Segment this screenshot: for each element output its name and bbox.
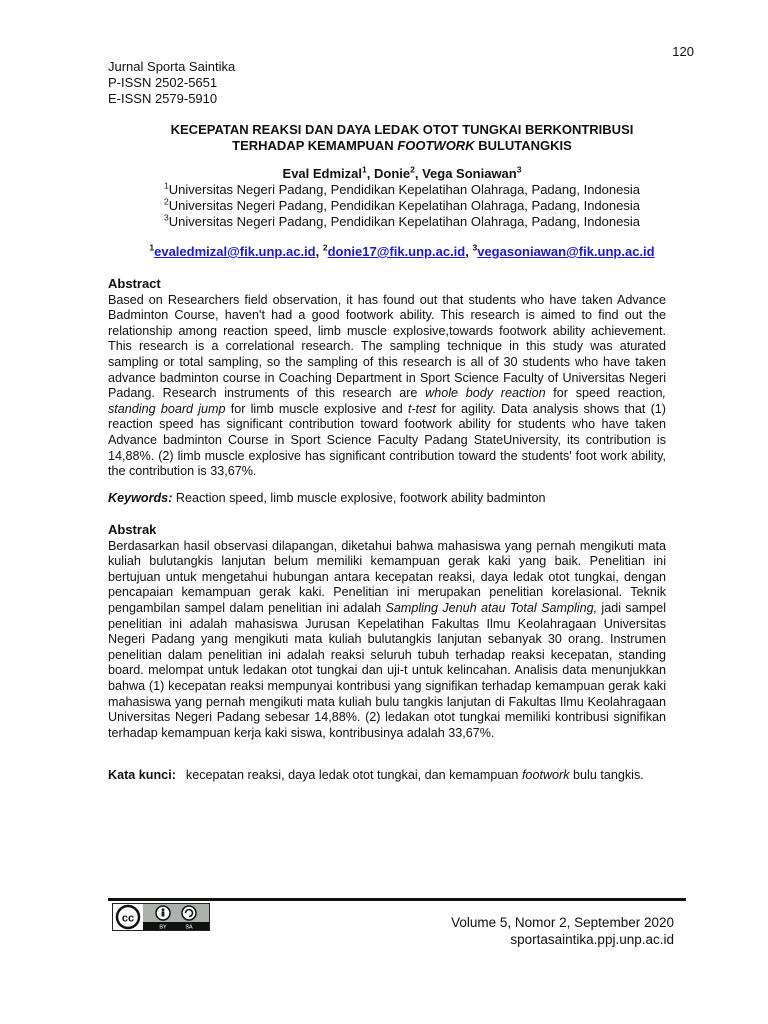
title-line-2: TERHADAP KEMAMPUAN FOOTWORK BULUTANGKIS: [232, 138, 572, 153]
author-name: Donie: [373, 166, 411, 181]
email-link[interactable]: donie17@fik.unp.ac.id: [327, 244, 466, 259]
email-link[interactable]: evaledmizal@fik.unp.ac.id: [154, 244, 316, 259]
volume-info: Volume 5, Nomor 2, September 2020: [451, 915, 674, 930]
email-link[interactable]: vegasoniawan@fik.unp.ac.id: [477, 244, 655, 259]
journal-info: [108, 59, 235, 107]
e-issn: E-ISSN 2579-5910: [108, 91, 218, 106]
kata-kunci-label: Kata kunci:: [108, 768, 176, 782]
article-title: [108, 122, 696, 154]
abstract-body: Based on Researchers field observation, it has found out that students who have taken Advance Badminton Course, haven't had a good footwork ability. This research is aimed to find out the relationship among reaction speed, limb muscle explosive,towards footwork ability achievement. This research is a correlational research. The sampling technique in this study was aturated sampling or total sampling, so the sampling of this research is all of 30 students who have taken advance badminton course in Coaching Department in Sport Science Faculty of Universitas Negeri Padang. Research instruments of this research are whole body reaction for speed reaction, standing board jump for limb muscle explosive and t-test for agility. Data analysis shows that (1) reaction speed has significant contribution toward footwork ability for students who have taken Advance badminton Course in Sport Science Faculty Padang StateUniversity, its contribution is 14,88%. (2) limb muscle explosive has significant contribution toward the students' foot work ability, the contribution is 33,67%.: [108, 292, 667, 479]
affiliation: $^3$Universitas Negeri Padang, Pendidikan Kepelatihan Olahraga, Padang, Indonesia: [164, 212, 640, 229]
journal-name: Jurnal Sporta Saintika: [108, 59, 236, 74]
page-number: 120: [672, 44, 694, 59]
keywords-label: Keywords:: [108, 491, 173, 505]
footer-divider: [108, 898, 686, 901]
abstract-heading: Abstract: [108, 276, 161, 291]
cc-sa-label: SA: [185, 924, 193, 930]
affiliation: $^2$Universitas Negeri Padang, Pendidikan Kepelatihan Olahraga, Padang, Indonesia: [164, 196, 640, 213]
abstrak-heading: Abstrak: [108, 522, 157, 537]
author-name: Eval Edmizal: [282, 166, 363, 181]
cc-by-sa-icon: [112, 903, 210, 931]
p-issn: P-ISSN 2502-5651: [108, 75, 218, 90]
author-name: Vega Soniawan: [422, 166, 517, 181]
affiliation: $^1$Universitas Negeri Padang, Pendidikan Kepelatihan Olahraga, Padang, Indonesia: [164, 180, 640, 197]
keywords-text: Reaction speed, limb muscle explosive, footwork ability badminton: [172, 491, 546, 505]
author-list: Eval Edmizal$^1$, Donie$^2$, Vega Soniawan$^3$: [282, 164, 522, 181]
cc-by-label: BY: [159, 924, 167, 930]
affiliation-list: [108, 182, 696, 230]
abstrak-section: [108, 522, 666, 741]
journal-website: sportasaintika.ppj.unp.ac.id: [510, 932, 674, 947]
abstract-section: [108, 276, 666, 480]
kata-kunci: [108, 768, 696, 784]
email-list: $^1$evaledmizal@fik.unp.ac.id, $^2$donie17@fik.unp.ac.id, $^3$vegasoniawan@fik.unp.ac.id: [149, 242, 655, 259]
footer-info: [451, 914, 674, 948]
keywords: [108, 491, 688, 507]
svg-text:cc: cc: [121, 912, 135, 925]
abstrak-body: Berdasarkan hasil observasi dilapangan, diketahui bahwa mahasiswa yang pernah mengikuti mata kuliah bulutangkis lanjutan belum memiliki kemampuan gerak kaki yang baik. Penelitian ini bertujuan untuk mengetahui hubungan antara kecepatan reaksi, daya ledak otot tungkai, dengan pencapaian kemampuan gerak kaki. Penelitian ini merupakan penelitian korelasional. Teknik pengambilan sampel dalam penelitian ini adalah Sampling Jenuh atau Total Sampling, jadi sampel penelitian ini adalah mahasiswa Jurusan Kepelatihan Fakultas Ilmu Keolahragaan Universitas Negeri Padang yang mengikuti mata kuliah bulutangkis lanjutan sebanyak 30 orang. Instrumen penelitian dalam penelitian ini adalah reaksi seluruh tubuh terhadap reaksi kecepatan, standing board. melompat untuk ledakan otot tungkai dan uji-t untuk kelincahan. Analisis data menunjukkan bahwa (1) kecepatan reaksi mempunyai kontribusi yang signifikan terhadap kemampuan gerak kaki mahasiswa yang pernah mengikuti mata kuliah bulu tangkis lanjutan di Fakultas Ilmu Keolahragaan Universitas Negeri Padang sebesar 14,88%. (2) ledakan otot tungkai memiliki kontribusi signifikan terhadap kemampuan kerja kaki siswa, kontribusinya adalah 33,67%.: [108, 538, 666, 740]
title-line-1: KECEPATAN REAKSI DAN DAYA LEDAK OTOT TUNGKAI BERKONTRIBUSI: [170, 122, 634, 137]
kata-kunci-text: kecepatan reaksi, daya ledak otot tungkai, dan kemampuan footwork bulu tangkis.: [185, 768, 644, 782]
